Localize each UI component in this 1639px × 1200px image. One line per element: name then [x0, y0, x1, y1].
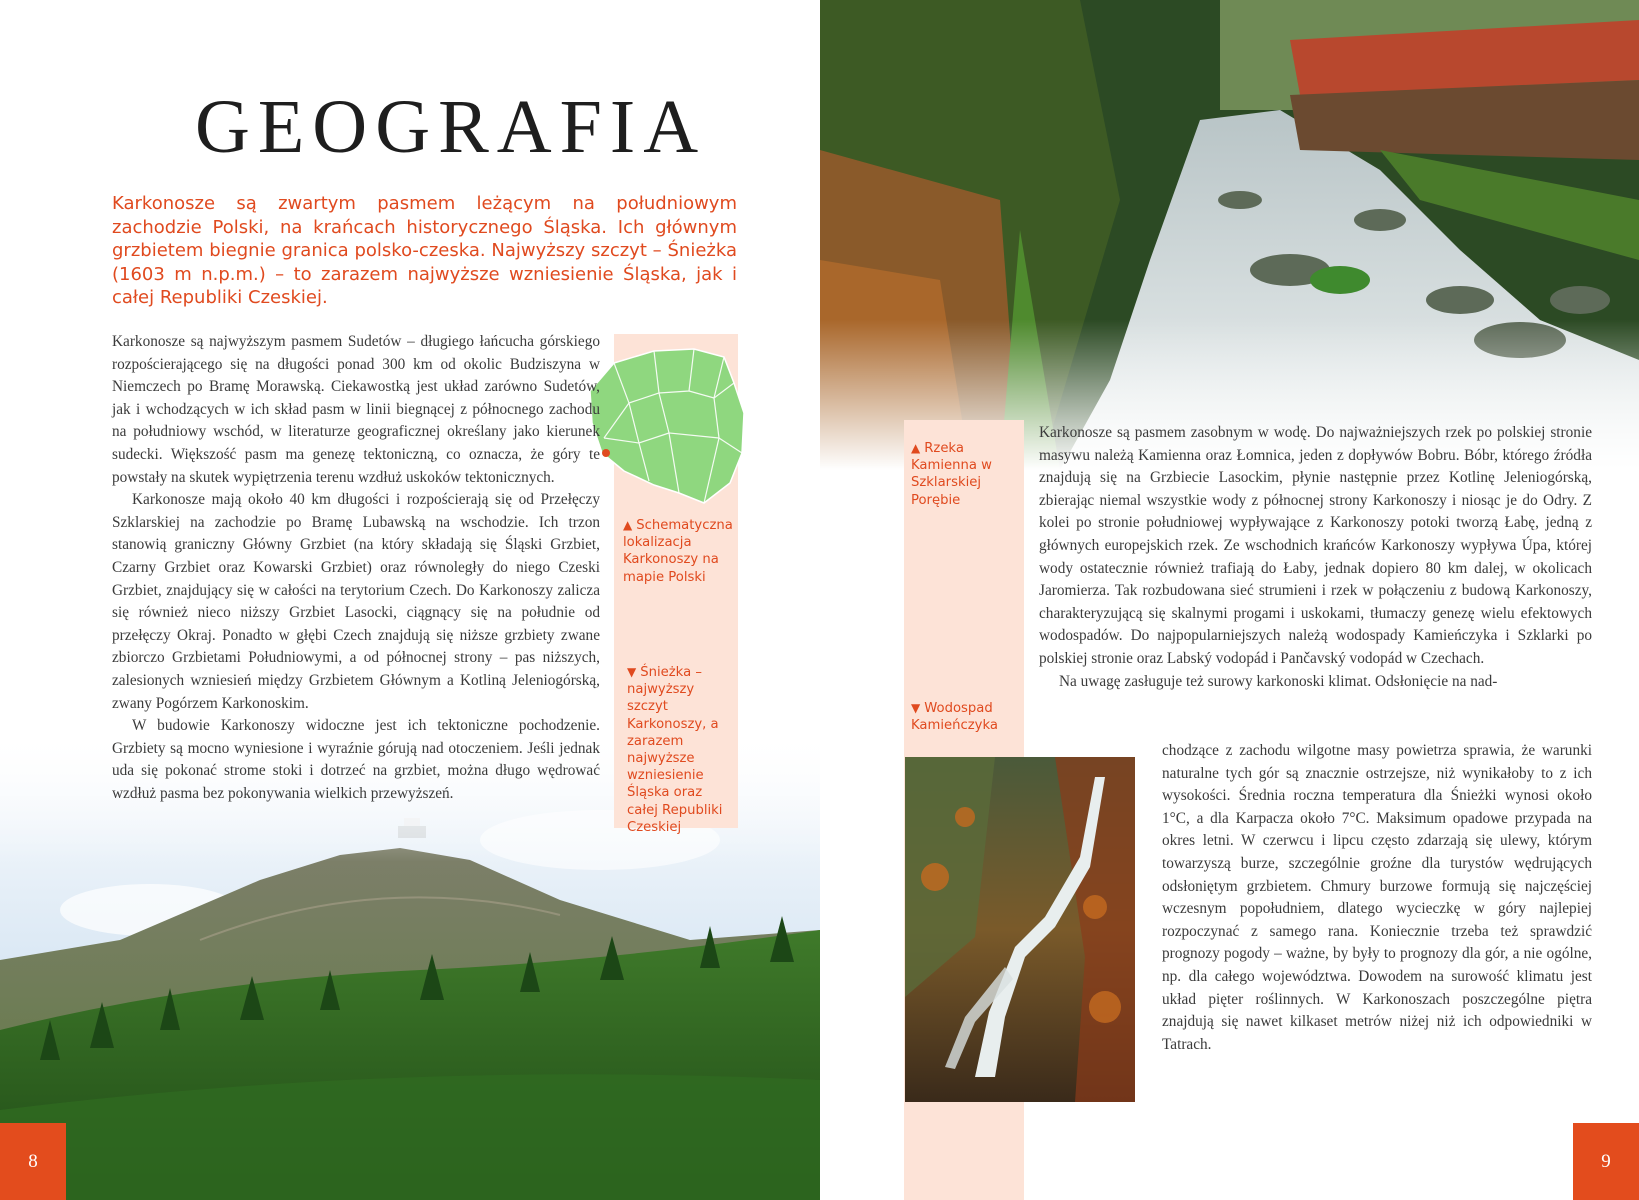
page-number: 8 — [0, 1123, 66, 1200]
kamienna-river-photo — [820, 0, 1639, 470]
body-text-left — [112, 331, 600, 805]
caption-map: ▲ Schematyczna lokalizacja Karkonoszy na mapie Polski — [623, 518, 733, 585]
paragraph: Karkonosze są najwyższym pasmem Sudetów – długiego łańcucha górskiego rozpościerającego się na długości ponad 300 km od okolic Budziszyna w Niemczech po Bramę Morawską. Ciekawostką jest układ zarówno Sudetów, jak i wchodzących w ich skład pasm w linii biegnącej z północnego zachodu na południowy wschód, w literaturze geograficznej określany jako kierunek sudecki. Większość pasm ma genezę tektoniczną, co oznacza, że góry te powstały na skutek wypiętrzenia terenu wzdłuż uskoków tektonicznych. — [112, 333, 600, 486]
caption-rzeka: ▲ Rzeka Kamienna w Szklarskiej Porębie — [911, 441, 992, 508]
triangle-down-icon: ▼ — [627, 665, 637, 679]
caption-sniezka: ▼ Śnieżka – najwyższy szczyt Karkonoszy, a zarazem najwyższe wzniesienie Śląska oraz całej Republiki Czeskiej — [627, 665, 723, 835]
paragraph: chodzące z zachodu wilgotne masy powietrza sprawia, że warunki naturalne tych gór są znacznie ostrzejsze, niż wynikałoby to z ich wysokości. Średnia roczna temperatura dla Śnieżki wynosi około 1°C, a dla Karpacza około 7°C. Maksimum opadowe przypada na okres letni. W czerwcu i lipcu często zdarzają się ulewy, którym towarzyszą burze, szczególnie groźne dla turystów wędrujących odsłoniętym grzbietem. Chmury burzowe formują się najczęściej wczesnym popołudniem, dlatego wycieczkę w góry najlepiej rozpoczynać z samego rana. Koniecznie trzeba też sprawdzić prognozy pogody – ważne, by były to prognozy dla gór, a nie ogólne, np. dla całego województwa. Dowodem na surowość klimatu jest układ pięter roślinnych. W Karkonoszach poszczególne piętra znajdują się nawet kilkaset metrów niżej niż ich odpowiedniki w Tatrach. — [1162, 742, 1592, 1053]
caption-wodospad: ▼ Wodospad Kamieńczyka — [911, 701, 998, 734]
right-page — [820, 0, 1639, 1200]
paragraph: Karkonosze są pasmem zasobnym w wodę. Do najważniejszych rzek po polskiej stronie masywu należą Kamienna oraz Łomnica, jeden z dopływów Bobru. Bóbr, którego źródła znajdują się na Grzbiecie Lasockim, płynie następnie przez Kotlinę Jeleniogórską, zbierając niemal wszystkie wody z północnej strony Karkonoszy i niosąc je do Odry. Z kolei po stronie południowej wypływające z Karkonoszy potoki tworzą Łabę, jedną z głównych europejskich rzek. Ze wschodnich krańców Karkonoszy wypływa Úpa, której wody ostatecznie również trafiają do Łaby, jednak dopiero 80 km dalej, w okolicach Jaromierza. Tak rozbudowana sieć strumieni i rzek w połączeniu z budową Karkonoszy, charakteryzującą się skalnymi progami i uskokami, tłumaczy genezę wielu efektowych wodospadów. Do najpopularniejszych należą wodospady Kamieńczyka i Szklarki po polskiej stronie oraz Labský vodopád i Pančavský vodopád w Czechach. — [1039, 424, 1592, 667]
paragraph: W budowie Karkonoszy widoczne jest ich tektoniczne pochodzenie. Grzbiety są mocno wyniesione i wyraźnie górują nad otoczeniem. Jeśli jednak uda się pokonać strome stoki i dotrzeć na grzbiet, można długo wędrować wzdłuż pasma bez pokonywania wielkich przewyższeń. — [112, 717, 600, 802]
page-title: GEOGRAFIA — [195, 85, 707, 169]
paragraph: Karkonosze mają około 40 km długości i rozpościerają się od Przełęczy Szklarskiej na zachodzie po Bramę Lubawską na wschodzie. Ich trzon stanowią graniczny Główny Grzbiet (na który składają się Śląski Grzbiet, Czarny Grzbiet oraz Kowarski Grzbiet) oraz równoległy do niego Czeski Grzbiet, znajdujący się w całości na terytorium Czech. Do Karkonoszy zalicza się również nieco niższy Grzbiet Lasocki, ciągnący się na południe od przełęczy Okraj. Ponadto w głębi Czech znajdują się niższe grzbiety zwane zbiorczo Grzbietami Południowymi, a od północnej strony – pas niższych, zalesionych wzniesień między Grzbietem Głównym a Kotliną Jeleniogórską, zwany Pogórzem Karkonoskim. — [112, 491, 600, 712]
triangle-up-icon: ▲ — [911, 441, 921, 455]
poland-map — [584, 343, 760, 513]
kamienczyk-waterfall-photo — [905, 757, 1135, 1102]
triangle-down-icon: ▼ — [911, 701, 921, 715]
body-text-right — [1039, 422, 1592, 693]
triangle-up-icon: ▲ — [623, 518, 633, 532]
page-number: 9 — [1573, 1123, 1639, 1200]
lead-paragraph: Karkonosze są zwartym pasmem leżącym na południowym zachodzie Polski, na krańcach historycznego Śląska. Ich głównym grzbietem biegnie granica polsko-czeska. Najwyższy szczyt – Śnieżka (1603 m n.p.m.) – to zarazem najwyższe wzniesienie Śląska, jak i całej Republiki Czeskiej. — [112, 193, 737, 308]
paragraph: Na uwagę zasługuje też surowy karkonoski klimat. Odsłonięcie na nad- — [1059, 672, 1498, 690]
body-text-right-continued — [1162, 740, 1592, 1056]
